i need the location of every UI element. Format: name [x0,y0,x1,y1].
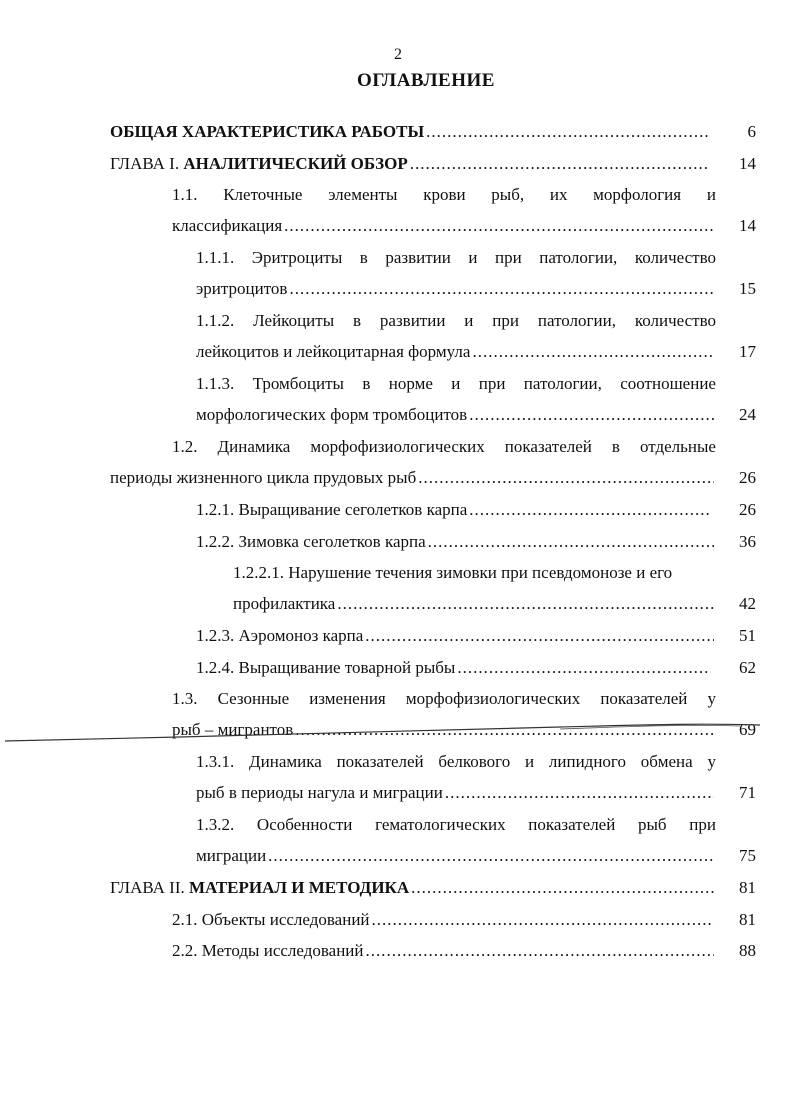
word: развитии [385,248,451,267]
toc-entry-line [196,657,712,679]
dot-leader [457,657,710,679]
toc-entry-prefix: ГЛАВА II. [110,878,189,897]
toc-entry-continuation: рыб в периоды нагула и миграции [196,783,443,802]
toc-entry-bold-title: АНАЛИТИЧЕСКИЙ ОБЗОР [183,154,408,173]
word: морфофизиологических [405,689,581,708]
toc-page-number: 14 [739,216,756,235]
toc-page-number: 62 [739,658,756,677]
word: у [707,752,716,771]
toc-entry-line [196,845,716,867]
word: патологии, [537,311,616,330]
toc-page-number: 51 [739,626,756,645]
toc-entry-line [196,341,716,363]
toc-entry-continuation: морфологических форм тромбоцитов [196,405,468,424]
dot-leader [411,877,714,899]
word: и [451,374,461,393]
word: Особенности [256,815,353,834]
dot-leader [418,467,714,489]
dot-leader [268,845,714,867]
dot-leader [365,625,714,647]
word: 1.3.1. [196,752,235,771]
toc-entry-first-line [196,373,716,395]
toc-entry-continuation: миграции [196,846,267,865]
toc-page-number: 81 [739,910,756,929]
toc-entry-line [196,278,716,300]
word: крови [423,185,466,204]
toc-page-number: 14 [739,154,756,173]
toc-page-number: 6 [747,122,756,141]
toc-entry-line [196,404,716,426]
word: Динамика [249,752,322,771]
toc-entry-title: 1.2.2. Зимовка сеголетков карпа [196,532,426,551]
word: показателей [600,689,688,708]
dot-leader [366,940,714,962]
dot-leader [469,499,710,521]
word: элементы [328,185,398,204]
dot-leader [472,341,714,363]
toc-entry-title [110,877,409,899]
toc-entry-title: 1.2.4. Выращивание товарной рыбы [196,658,456,677]
word: изменения [309,689,386,708]
toc-entry-title: 2.2. Методы исследований [172,941,364,960]
word: 1.2. [172,437,198,456]
word: и [706,185,716,204]
word: их [549,185,568,204]
toc-entry-continuation: эритроцитов [196,279,288,298]
word: Тромбоциты [252,374,344,393]
word: соотношение [620,374,716,393]
word: Эритроциты [251,248,343,267]
word: 1.3. [172,689,198,708]
word: в [611,437,620,456]
toc-entry-line [196,782,716,804]
toc-entry-continuation: классификация [172,216,283,235]
word: Сезонные [217,689,290,708]
toc-page-number: 69 [739,720,756,739]
toc-page-number: 71 [739,783,756,802]
word: в [359,248,368,267]
toc-entry-title [110,121,424,143]
toc-page-number: 24 [739,405,756,424]
toc-entry-line [172,719,716,741]
toc-entry-first-line [196,814,716,836]
word: обмена [640,752,693,771]
dot-leader [410,153,710,175]
dot-leader [445,782,714,804]
dot-leader [295,719,714,741]
word: Лейкоциты [253,311,335,330]
word: при [478,374,506,393]
toc-entry-continuation: лейкоцитов и лейкоцитарная формула [196,342,471,361]
dot-leader [289,278,714,300]
word: количество [634,311,716,330]
toc-page-number: 36 [739,532,756,551]
toc-entry-line [110,877,716,899]
toc-entry-continuation: рыб – мигрантов [172,720,294,739]
word: при [492,311,519,330]
word: и [468,248,478,267]
dot-leader [428,531,714,553]
toc-entry-first-line [196,247,716,269]
word: отдельные [639,437,716,456]
word: показателей [528,815,616,834]
word: у [707,689,716,708]
toc-entry-line [172,215,716,237]
toc-entry-line [110,121,712,143]
word: 1.1.2. [196,311,235,330]
page-number: 2 [394,46,402,63]
toc-entry-title: 1.2.3. Аэромоноз карпа [196,626,364,645]
toc-page-number: 42 [739,594,756,613]
dot-leader [469,404,714,426]
toc-entry-first-line [196,310,716,332]
word: липидного [548,752,626,771]
word: 1.1. [172,185,198,204]
toc-entry-title [110,153,408,175]
toc-entry-line [196,531,716,553]
toc-page-number: 15 [739,279,756,298]
word: в [362,374,371,393]
toc-entry-line [196,625,716,647]
toc-entry-title: 1.2.1. Выращивание сеголетков карпа [196,500,468,519]
toc-entry-line [172,909,716,931]
toc-page-number: 88 [739,941,756,960]
word: белкового [438,752,511,771]
dot-leader [426,121,710,143]
dot-leader [337,593,714,615]
toc-page-number: 17 [739,342,756,361]
toc-entry-first-line [172,184,716,206]
toc-page-number: 26 [739,500,756,519]
word: при [689,815,716,834]
word: и [525,752,535,771]
word: в [353,311,362,330]
word: Клеточные [223,185,303,204]
toc-entry-first-line: 1.2.2.1. Нарушение течения зимовки при псевдомонозе и его [233,563,673,582]
word: показателей [336,752,424,771]
word: при [495,248,522,267]
toc-entry-prefix: ГЛАВА I. [110,154,184,173]
toc-entry-first-line [172,688,716,710]
toc-page-number: 75 [739,846,756,865]
toc-page-number: 26 [739,468,756,487]
word: количество [634,248,716,267]
toc-page-number: 81 [739,878,756,897]
toc-entry-line [110,467,716,489]
dot-leader [284,215,714,237]
toc-entry-bold-title: ОБЩАЯ ХАРАКТЕРИСТИКА РАБОТЫ [110,122,425,141]
toc-title: ОГЛАВЛЕНИЕ [357,70,495,91]
toc-entry-title: 2.1. Объекты исследований [172,910,370,929]
word: рыб [638,815,667,834]
word: рыб, [491,185,525,204]
dot-leader [372,909,714,931]
toc-entry-continuation: периоды жизненного цикла прудовых рыб [110,468,417,487]
word: 1.3.2. [196,815,235,834]
word: и [464,311,474,330]
toc-entry-first-line [172,436,716,458]
word: патологии, [523,374,602,393]
word: гематологических [375,815,506,834]
toc-entry-line [172,940,716,962]
word: Динамика [217,437,291,456]
toc-entry-line [196,499,712,521]
toc-entry-first-line [196,751,716,773]
word: 1.1.1. [196,248,235,267]
toc-entry-line [110,153,712,175]
word: морфология [593,185,682,204]
word: 1.1.3. [196,374,235,393]
word: развитии [379,311,446,330]
toc-entry-line [233,593,716,615]
toc-entry-continuation: профилактика [233,594,336,613]
word: патологии, [539,248,618,267]
word: морфофизиологических [310,437,485,456]
toc-entry-bold-title: МАТЕРИАЛ И МЕТОДИКА [188,878,410,897]
word: показателей [504,437,592,456]
word: норме [388,374,433,393]
